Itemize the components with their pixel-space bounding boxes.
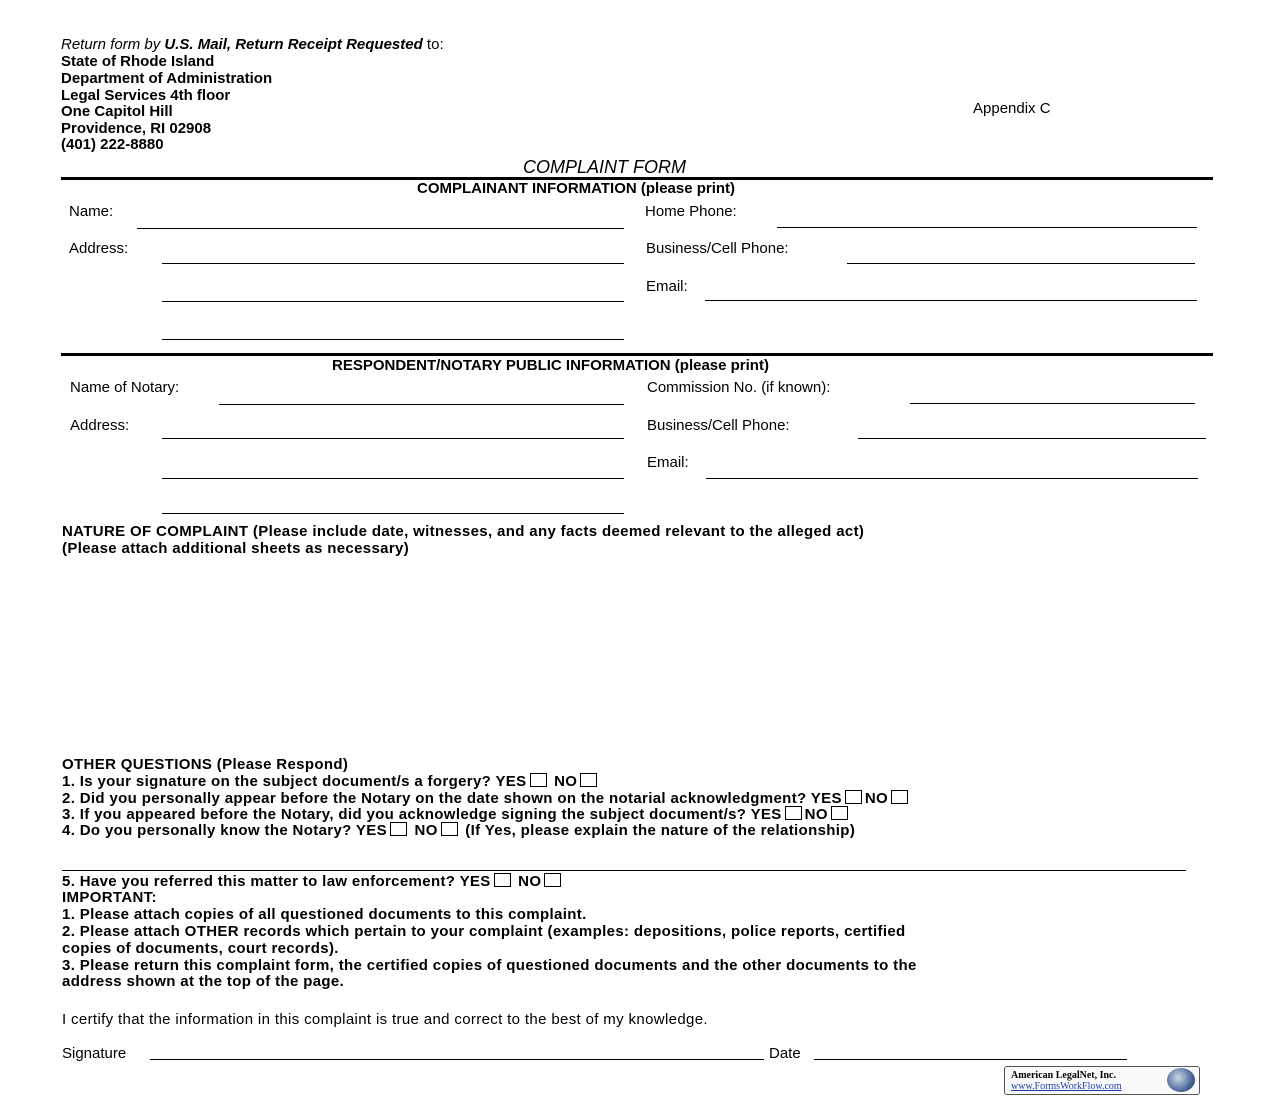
important-heading: IMPORTANT: [62, 889, 157, 906]
notary-email-label: Email: [647, 454, 689, 471]
relationship-explanation-field[interactable] [62, 870, 1186, 871]
question-1 [62, 773, 600, 790]
important-item-2: 2. Please attach OTHER records which pertain to your complaint (examples: depositions, police reports, certified [62, 923, 906, 940]
q2-no-checkbox[interactable] [891, 790, 908, 804]
question-2-text: 2. Did you personally appear before the Notary on the date shown on the notarial acknowledgment? [62, 790, 807, 807]
q5-no-checkbox[interactable] [544, 873, 561, 887]
date-label: Date [769, 1045, 801, 1062]
q4-yes-checkbox[interactable] [390, 822, 407, 836]
question-1-text: 1. Is your signature on the subject document/s a forgery? [62, 773, 492, 790]
yes-label: YES [459, 873, 491, 890]
question-4 [62, 822, 855, 839]
complainant-name-field[interactable] [137, 228, 624, 229]
signature-field[interactable] [150, 1059, 764, 1060]
other-questions-heading: OTHER QUESTIONS (Please Respond) [62, 756, 349, 773]
notary-address-label: Address: [70, 417, 130, 434]
return-instructions [61, 36, 444, 53]
return-prefix: Return form by [61, 36, 165, 53]
respondent-heading: RESPONDENT/NOTARY PUBLIC INFORMATION (please print) [332, 357, 769, 374]
complainant-email-label: Email: [646, 278, 688, 295]
no-label: NO [804, 806, 828, 823]
address-line: One Capitol Hill [61, 103, 173, 120]
nature-of-complaint-area[interactable] [62, 562, 1212, 752]
notary-name-label: Name of Notary: [70, 379, 180, 396]
nature-subheading: (Please attach additional sheets as necessary) [62, 540, 410, 557]
complainant-name-label: Name: [69, 203, 114, 220]
complainant-address-field-3[interactable] [162, 339, 624, 340]
return-method: U.S. Mail, Return Receipt Requested [164, 36, 423, 53]
important-item-1: 1. Please attach copies of all questioned documents to this complaint. [62, 906, 587, 923]
complainant-business-phone-field[interactable] [847, 263, 1195, 264]
notary-address-field-3[interactable] [162, 513, 624, 514]
complainant-address-field-2[interactable] [162, 301, 624, 302]
no-label: NO [554, 773, 578, 790]
address-line: Legal Services 4th floor [61, 87, 231, 104]
globe-icon [1167, 1068, 1195, 1092]
question-3-text: 3. If you appeared before the Notary, did you acknowledge signing the subject document/s? [62, 806, 747, 823]
complainant-home-phone-field[interactable] [777, 227, 1197, 228]
address-line: State of Rhode Island [61, 53, 215, 70]
return-suffix: to: [422, 36, 444, 53]
notary-address-field-1[interactable] [162, 438, 624, 439]
complainant-heading: COMPLAINANT INFORMATION (please print) [417, 180, 736, 197]
question-4-text: 4. Do you personally know the Notary? [62, 822, 352, 839]
logo-company-name: American LegalNet, Inc. [1011, 1070, 1116, 1081]
q1-no-checkbox[interactable] [580, 773, 597, 787]
q3-yes-checkbox[interactable] [785, 806, 802, 820]
yes-label: YES [355, 822, 387, 839]
certification-statement: I certify that the information in this complaint is true and correct to the best of my knowledge. [62, 1011, 708, 1028]
yes-label: YES [810, 790, 842, 807]
question-5-text: 5. Have you referred this matter to law enforcement? [62, 873, 456, 890]
no-label: NO [518, 873, 542, 890]
form-title: COMPLAINT FORM [523, 157, 687, 177]
notary-business-phone-label: Business/Cell Phone: [647, 417, 790, 434]
date-field[interactable] [814, 1059, 1127, 1060]
notary-address-field-2[interactable] [162, 478, 624, 479]
notary-name-field[interactable] [219, 404, 624, 405]
address-line: (401) 222-8880 [61, 136, 164, 153]
q5-yes-checkbox[interactable] [494, 873, 511, 887]
no-label: NO [864, 790, 889, 807]
notary-email-field[interactable] [706, 478, 1198, 479]
q3-no-checkbox[interactable] [831, 806, 848, 820]
important-item-3: 3. Please return this complaint form, the certified copies of questioned documents and the other documents to the [62, 957, 917, 974]
q2-yes-checkbox[interactable] [845, 790, 862, 804]
yes-label: YES [750, 806, 782, 823]
american-legalnet-logo[interactable] [1004, 1066, 1200, 1095]
notary-business-phone-field[interactable] [858, 438, 1206, 439]
address-line: Providence, RI 02908 [61, 120, 212, 137]
complainant-home-phone-label: Home Phone: [645, 203, 737, 220]
q4-no-checkbox[interactable] [441, 822, 458, 836]
question-5 [62, 873, 564, 890]
appendix-label: Appendix C [973, 100, 1051, 117]
important-item-3-continued: address shown at the top of the page. [62, 973, 345, 990]
question-4-note: (If Yes, please explain the nature of the relationship) [465, 822, 856, 839]
no-label: NO [414, 822, 438, 839]
complainant-address-label: Address: [69, 240, 129, 257]
yes-label: YES [495, 773, 527, 790]
commission-number-label: Commission No. (if known): [647, 379, 831, 396]
nature-heading: NATURE OF COMPLAINT (Please include date, witnesses, and any facts deemed relevant to the alleged act) [62, 523, 865, 540]
signature-label: Signature [62, 1045, 127, 1062]
complainant-business-phone-label: Business/Cell Phone: [646, 240, 789, 257]
question-2 [62, 790, 911, 807]
question-3 [62, 806, 851, 823]
complainant-email-field[interactable] [705, 300, 1197, 301]
commission-number-field[interactable] [910, 403, 1195, 404]
complainant-address-field-1[interactable] [162, 263, 624, 264]
address-line: Department of Administration [61, 70, 273, 87]
q1-yes-checkbox[interactable] [530, 773, 547, 787]
section-divider [61, 353, 1213, 356]
logo-url-link[interactable]: www.FormsWorkFlow.com [1011, 1081, 1122, 1092]
important-item-2-continued: copies of documents, court records). [62, 940, 339, 957]
